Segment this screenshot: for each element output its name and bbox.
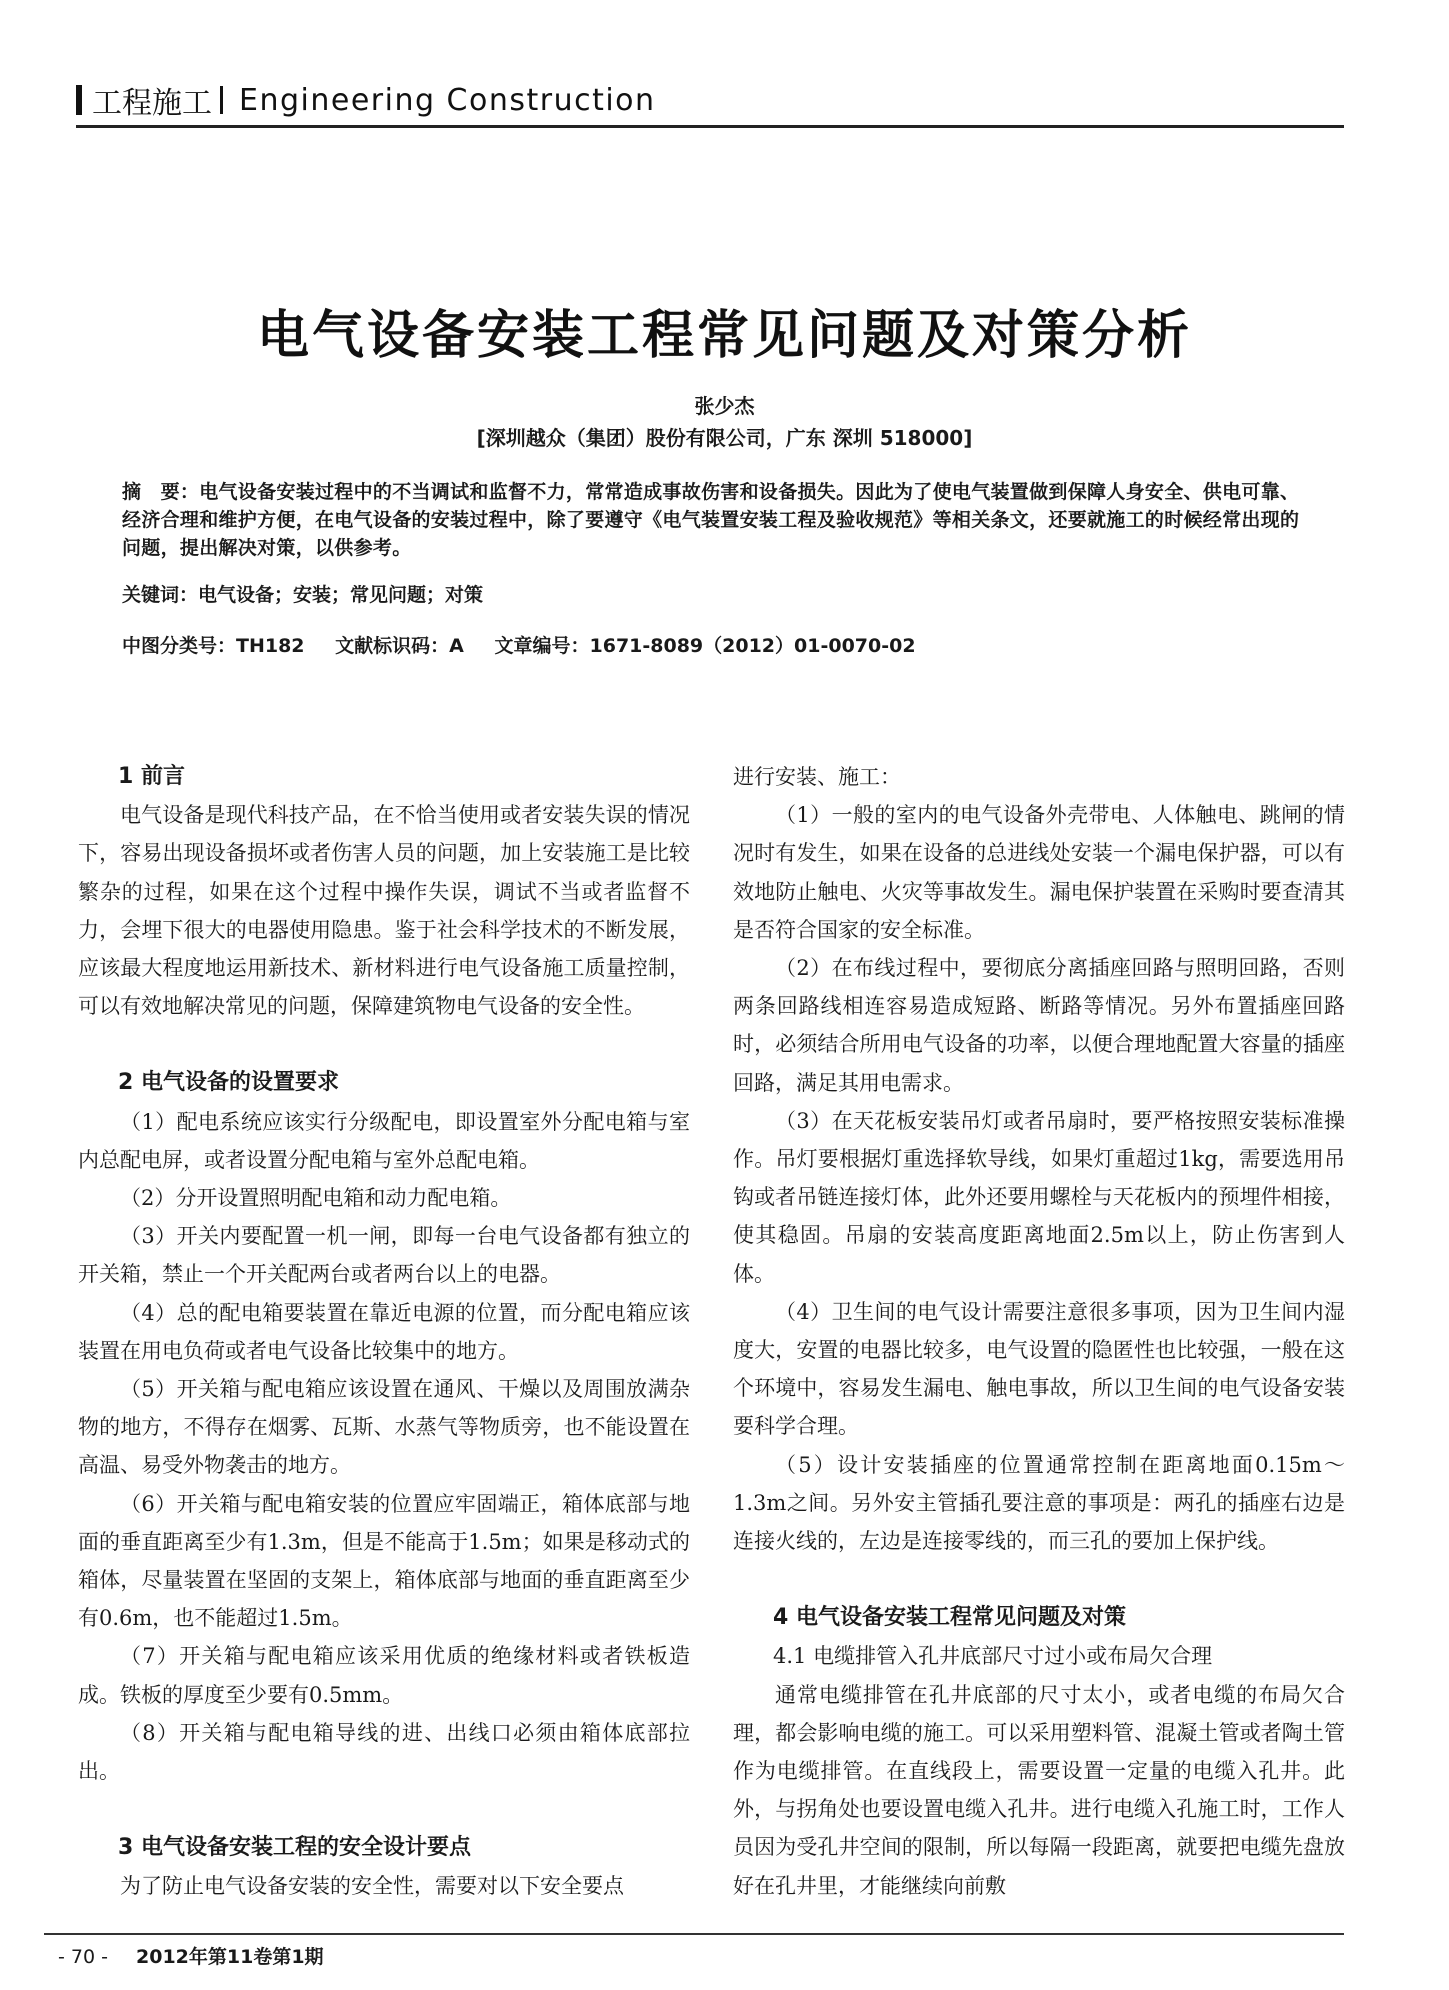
header-rule (76, 125, 1344, 128)
section-4-heading: 4 电气设备安装工程常见问题及对策 (773, 1605, 1126, 1631)
section-2-item: （1）配电系统应该实行分级配电，即设置室外分配电箱与室内总配电屏，或者设置分配电箱与室外总配电箱。 (78, 1109, 690, 1172)
abstract-label: 摘 要： (122, 481, 200, 503)
section-1-paragraph: 电气设备是现代科技产品，在不恰当使用或者安装失误的情况下，容易出现设备损坏或者伤害人员的问题，加上安装施工是比较繁杂的过程，如果在这个过程中操作失误，调试不当或者监督不力，会埋下很大的电器使用隐患。鉴于社会科学技术的不断发展，应该最大程度地运用新技术、新材料进行电气设备施工质量控制，可以有效地解决常见的问题，保障建筑物电气设备的安全性。 (78, 803, 690, 1019)
document-code: 文献标识码：A (335, 635, 464, 657)
header-separator (220, 86, 223, 114)
section-2-item: （8）开关箱与配电箱导线的进、出线口必须由箱体底部拉出。 (78, 1720, 690, 1784)
author: 张少杰 (694, 394, 755, 418)
subsection-4-1-heading: 4.1 电缆排管入孔井底部尺寸过小或布局欠合理 (773, 1644, 1213, 1669)
section-2-item: （7）开关箱与配电箱应该采用优质的绝缘材料或者铁板造成。铁板的厚度至少要有0.5mm。 (78, 1644, 690, 1707)
running-header (76, 78, 656, 122)
footer-rule (44, 1933, 1344, 1935)
section-2-item: （5）开关箱与配电箱应该设置在通风、干燥以及周围放满杂物的地方，不得存在烟雾、瓦斯、水蒸气等物质旁，也不能设置在高温、易受外物袭击的地方。 (78, 1377, 690, 1478)
article-number: 文章编号：1671-8089（2012）01-0070-02 (494, 635, 916, 657)
header-section-en: Engineering Construction (239, 82, 656, 118)
issue-info: 2012年第11卷第1期 (136, 1946, 324, 1968)
affiliation: [深圳越众（集团）股份有限公司，广东 深圳 518000] (476, 426, 973, 450)
keywords-text: 电气设备；安装；常见问题；对策 (198, 584, 484, 606)
header-section-cn: 工程施工 (92, 86, 212, 121)
section-4-paragraph: 通常电缆排管在孔井底部的尺寸太小，或者电缆的布局欠合理，都会影响电缆的施工。可以采用塑料管、混凝土管或者陶土管作为电缆排管。在直线段上，需要设置一定量的电缆入孔井。此外，与拐角处也要设置电缆入孔井。进行电缆入孔施工时，工作人员因为受孔井空间的限制，所以每隔一段距离，就要把电缆先盘放好在孔井里，才能继续向前敷 (733, 1682, 1345, 1898)
header-bar-mark (76, 85, 82, 115)
section-2-item: （2）分开设置照明配电箱和动力配电箱。 (120, 1186, 512, 1211)
section-3-heading: 3 电气设备安装工程的安全设计要点 (118, 1835, 471, 1861)
section-3-item: （5）设计安装插座的位置通常控制在距离地面0.15m～1.3m之间。另外安主管插孔要注意的事项是：两孔的插座右边是连接火线的，左边是连接零线的，而三孔的要加上保护线。 (733, 1452, 1345, 1554)
section-2-item: （3）开关内要配置一机一闸，即每一台电气设备都有独立的开关箱，禁止一个开关配两台或者两台以上的电器。 (78, 1224, 690, 1287)
section-3-intro: 为了防止电气设备安装的安全性，需要对以下安全要点 (120, 1874, 624, 1899)
section-2-item: （6）开关箱与配电箱安装的位置应牢固端正，箱体底部与地面的垂直距离至少有1.3m，但是不能高于1.5m；如果是移动式的箱体，尽量装置在坚固的支架上，箱体底部与地面的垂直距离至少有0.6m，也不能超过1.5m。 (78, 1491, 690, 1631)
section-3-intro-continued: 进行安装、施工： (733, 765, 901, 789)
keywords-label: 关键词： (122, 584, 199, 606)
classification-line (122, 631, 940, 658)
page-number: - 70 - (58, 1946, 108, 1968)
section-3-item: （1）一般的室内的电气设备外壳带电、人体触电、跳闸的情况时有发生，如果在设备的总进线处安装一个漏电保护器，可以有效地防止触电、火灾等事故发生。漏电保护装置在采购时要查清其是否符合国家的安全标准。 (733, 803, 1345, 942)
section-3-item: （3）在天花板安装吊灯或者吊扇时，要严格按照安装标准操作。吊灯要根据灯重选择软导线，如果灯重超过1kg，需要选用吊钩或者吊链连接灯体，此外还要用螺栓与天花板内的预埋件相接，使其稳固。吊扇的安装高度距离地面2.5m以上，防止伤害到人体。 (733, 1108, 1345, 1286)
clc-number: 中图分类号：TH182 (122, 635, 305, 657)
right-column (733, 758, 1345, 1905)
left-column (78, 758, 690, 1906)
article-title: 电气设备安装工程常见问题及对策分析 (256, 306, 1192, 366)
keywords (122, 580, 483, 607)
section-2-heading: 2 电气设备的设置要求 (118, 1070, 339, 1096)
section-3-item: （2）在布线过程中，要彻底分离插座回路与照明回路，否则两条回路线相连容易造成短路、断路等情况。另外布置插座回路时，必须结合所用电气设备的功率，以便合理地配置大容量的插座回路，满足其用电需求。 (733, 956, 1345, 1095)
abstract (122, 478, 1302, 562)
page-footer (58, 1942, 324, 1969)
section-3-item: （4）卫生间的电气设计需要注意很多事项，因为卫生间内湿度大，安置的电器比较多，电气设置的隐匿性也比较强，一般在这个环境中，容易发生漏电、触电事故，所以卫生间的电气设备安装要科学合理。 (733, 1299, 1345, 1439)
section-1-heading: 1 前言 (118, 764, 185, 789)
section-2-item: （4）总的配电箱要装置在靠近电源的位置，而分配电箱应该装置在用电负荷或者电气设备比较集中的地方。 (78, 1300, 690, 1363)
abstract-text: 电气设备安装过程中的不当调试和监督不力，常常造成事故伤害和设备损失。因此为了使电气装置做到保障人身安全、供电可靠、经济合理和维护方便，在电气设备的安装过程中，除了要遵守《电气装置安装工程及验收规范》等相关条文，还要就施工的时候经常出现的问题，提出解决对策，以供参考。 (122, 481, 1300, 559)
